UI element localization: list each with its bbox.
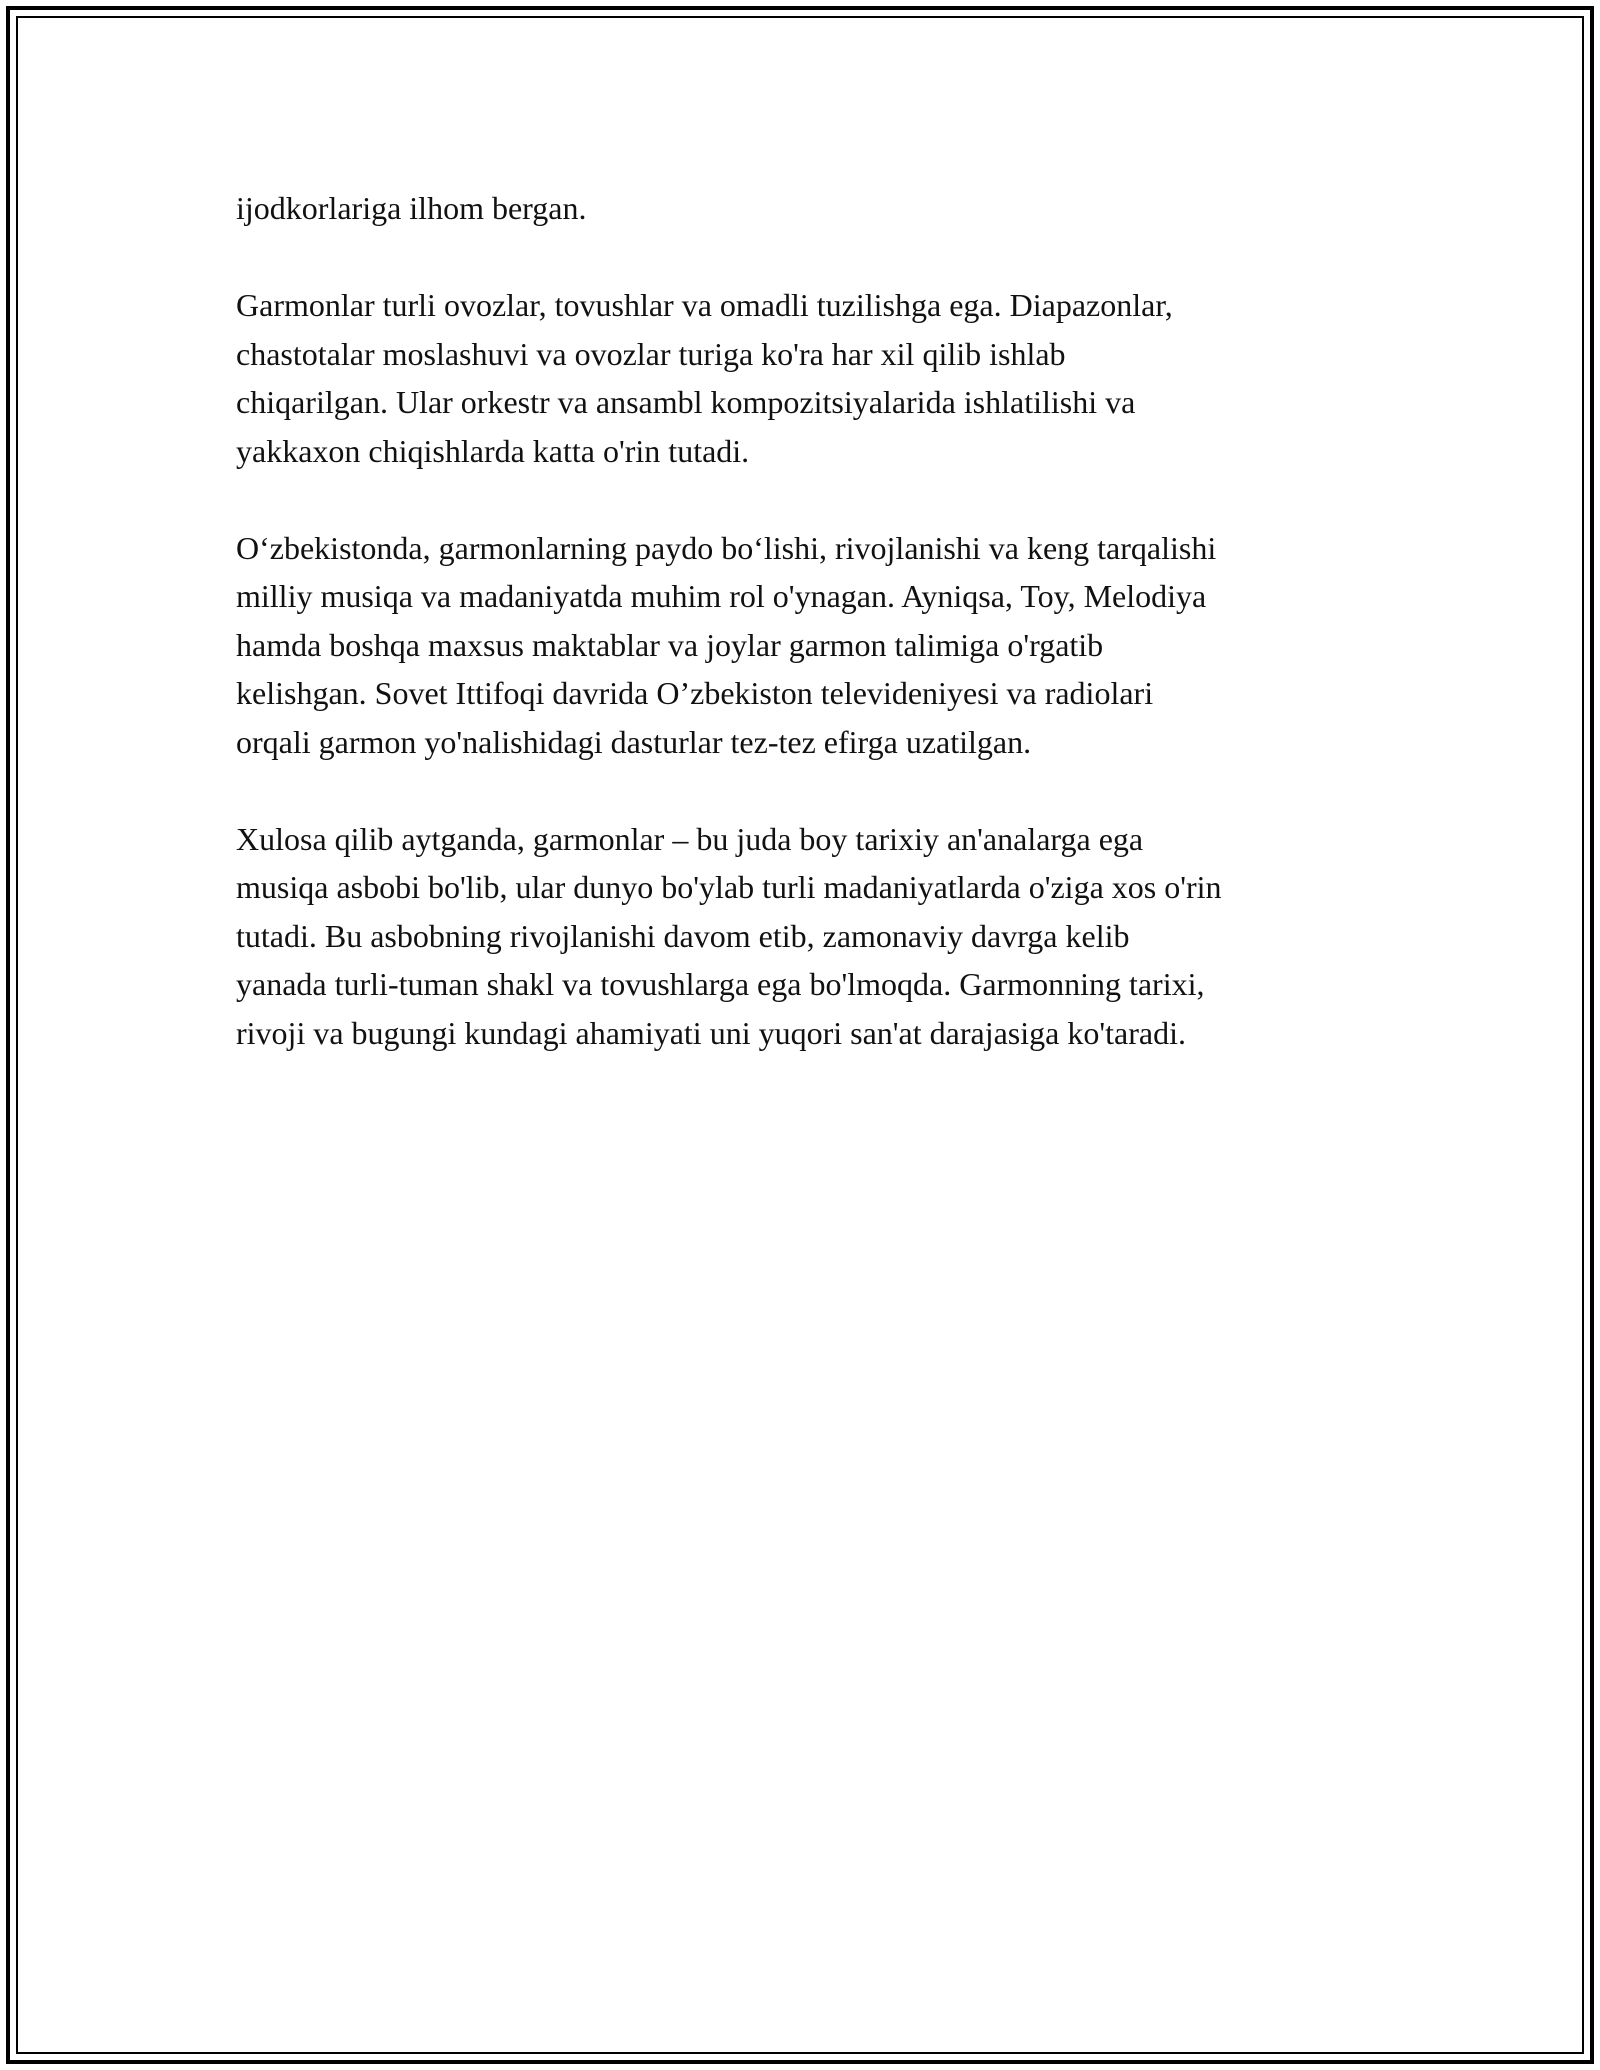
text-line: ijodkorlariga ilhom bergan. — [236, 190, 587, 226]
text-line: chiqarilgan. Ular orkestr va ansambl kompozitsiyalarida ishlatilishi va — [236, 384, 1136, 420]
paragraph-3 — [236, 524, 1376, 767]
text-line: Xulosa qilib aytganda, garmonlar – bu juda boy tarixiy an'analarga ega — [236, 820, 1144, 857]
text-line: rivoji va bugungi kundagi ahamiyati uni yuqori san'at darajasiga ko'taradi. — [236, 1014, 1186, 1051]
text-line: chastotalar moslashuvi va ovozlar turiga ko'ra har xil qilib ishlab — [236, 335, 1066, 372]
text-line: hamda boshqa maxsus maktablar va joylar garmon talimiga o'rgatib — [236, 626, 1104, 663]
text-line: Garmonlar turli ovozlar, tovushlar va omadli tuzilishga ega. Diapazonlar, — [236, 287, 1173, 323]
text-line: kelishgan. Sovet Ittifoqi davrida O’zbekiston televideniyesi va radiolari — [236, 675, 1154, 711]
text-line: orqali garmon yo'nalishidagi dasturlar tez-tez efirga uzatilgan. — [236, 723, 1032, 760]
paragraph-2 — [236, 281, 1376, 475]
document-body — [236, 184, 1376, 1106]
text-line: tutadi. Bu asbobning rivojlanishi davom etib, zamonaviy davrga kelib — [236, 917, 1130, 954]
text-line: musiqa asbobi bo'lib, ular dunyo bo'ylab turli madaniyatlarda o'ziga xos o'rin — [236, 869, 1222, 905]
text-line: yakkaxon chiqishlarda katta o'rin tutadi. — [236, 432, 750, 469]
paragraph-1 — [236, 184, 1376, 233]
text-line: O‘zbekistonda, garmonlarning paydo bo‘lishi, rivojlanishi va keng tarqalishi — [236, 529, 1217, 566]
paragraph-4 — [236, 815, 1376, 1058]
text-line: yanada turli-tuman shakl va tovushlarga ega bo'lmoqda. Garmonning tarixi, — [236, 966, 1205, 1002]
text-line: milliy musiqa va madaniyatda muhim rol o'ynagan. Ayniqsa, Toy, Melodiya — [236, 578, 1207, 614]
